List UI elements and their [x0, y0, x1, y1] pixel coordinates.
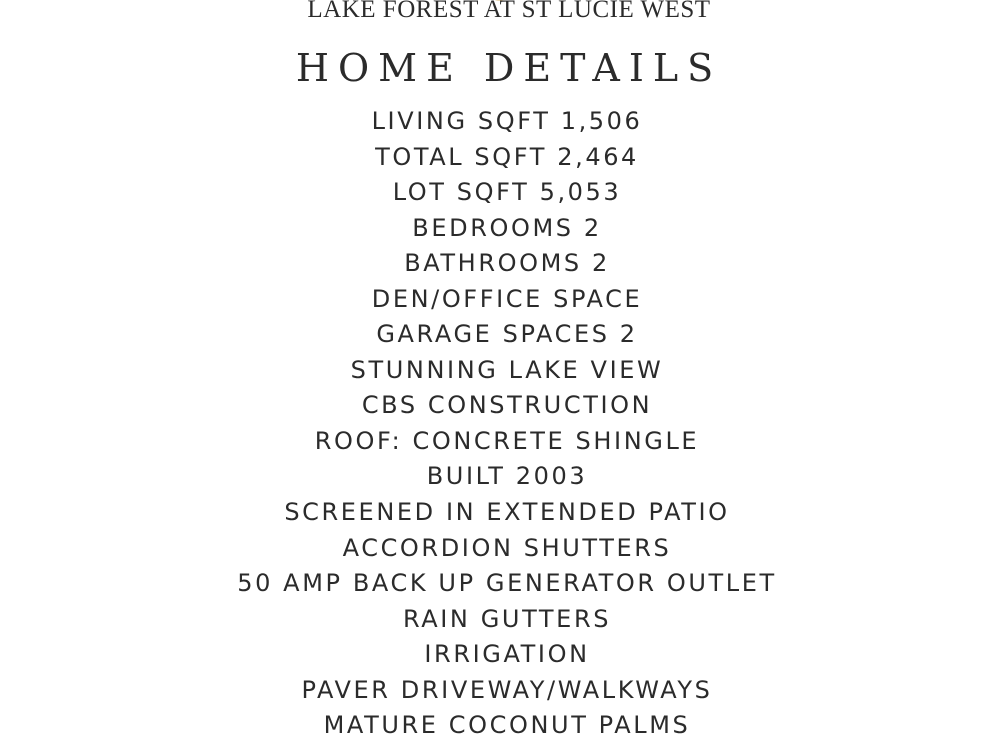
detail-generator-outlet: 50 AMP BACK UP GENERATOR OUTLET [237, 569, 777, 598]
detail-irrigation: IRRIGATION [424, 640, 590, 669]
detail-roof: ROOF: CONCRETE SHINGLE [314, 426, 700, 455]
detail-bedrooms: BEDROOMS 2 [412, 213, 602, 242]
community-name: LAKE FOREST AT ST LUCIE WEST [307, 0, 711, 23]
detail-lot-sqft: LOT SQFT 5,053 [392, 178, 622, 207]
detail-coconut-palms: MATURE COCONUT PALMS [323, 711, 691, 740]
detail-year-built: BUILT 2003 [426, 462, 588, 491]
detail-den-office: DEN/OFFICE SPACE [371, 284, 643, 313]
detail-bathrooms: BATHROOMS 2 [404, 249, 610, 278]
detail-lake-view: STUNNING LAKE VIEW [350, 355, 664, 384]
page-title: HOME DETAILS [295, 46, 723, 90]
detail-construction: CBS CONSTRUCTION [361, 391, 653, 420]
detail-paver-driveway: PAVER DRIVEWAY/WALKWAYS [301, 675, 713, 704]
detail-rain-gutters: RAIN GUTTERS [402, 604, 612, 633]
detail-total-sqft: TOTAL SQFT 2,464 [375, 142, 639, 171]
detail-patio: SCREENED IN EXTENDED PATIO [284, 498, 730, 527]
detail-living-sqft: LIVING SQFT 1,506 [371, 107, 643, 135]
home-details-list [0, 104, 1000, 744]
detail-shutters: ACCORDION SHUTTERS [342, 533, 672, 562]
detail-garage-spaces: GARAGE SPACES 2 [376, 320, 638, 349]
